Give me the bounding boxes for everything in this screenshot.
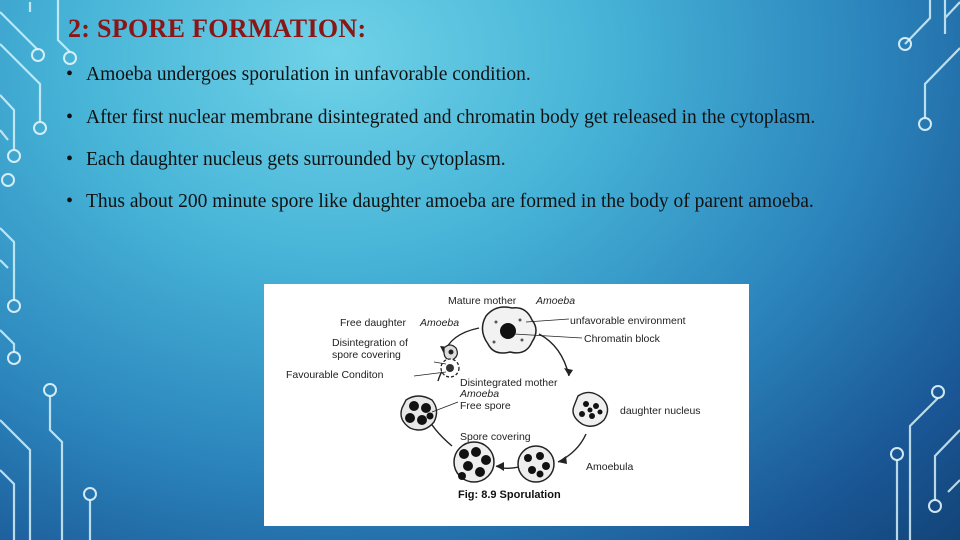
label-free-spore: Free spore: [460, 400, 511, 412]
label-chromatin: Chromatin block: [584, 333, 660, 345]
label-amoebula: Amoebula: [586, 461, 634, 473]
spore-covering-cyst: [454, 442, 494, 482]
bullet-list: [66, 60, 916, 216]
bullet-text: After first nuclear membrane disintegrated and chromatin body get released in the cytoplasm.: [86, 107, 816, 128]
sporulation-figure: [264, 284, 749, 526]
label-mature-mother: Mature mother: [448, 295, 517, 307]
bullet-marker: •: [66, 148, 74, 170]
label-mature-mother-italic: Amoeba: [536, 295, 576, 307]
label-disintegration-2: spore covering: [332, 349, 401, 361]
cycle-arrow: [539, 334, 569, 376]
label-daughter-nucleus: daughter nucleus: [620, 405, 701, 417]
figure-caption: Fig: 8.9 Sporulation: [458, 489, 561, 501]
arrow-head: [496, 462, 504, 471]
bullet-item: [66, 103, 916, 132]
sporulation-diagram: [264, 284, 749, 526]
arrow-head: [564, 368, 573, 376]
cycle-arrow: [558, 434, 586, 462]
label-disintegration-1: Disintegration of: [332, 337, 408, 349]
slide-title: 2: SPORE FORMATION:: [68, 14, 367, 43]
label-spore-covering: Spore covering: [460, 431, 531, 443]
bullet-text: Thus about 200 minute spore like daughter amoeba are formed in the body of parent amoeba.: [86, 191, 814, 212]
daughter-nucleus-stage: [573, 392, 608, 426]
amoebula-stage: [518, 446, 554, 482]
label-favourable: Favourable Conditon: [286, 369, 384, 381]
bullet-item: [66, 145, 916, 174]
bullet-item: [66, 60, 916, 89]
arrow-head: [558, 456, 567, 464]
bullet-text: Each daughter nucleus gets surrounded by cytoplasm.: [86, 149, 506, 170]
free-daughter-amoeba: [444, 345, 457, 360]
bullet-marker: •: [66, 106, 74, 128]
label-free-daughter-italic: Amoeba: [420, 317, 460, 329]
bullet-item: [66, 187, 916, 216]
mature-mother-amoeba: [482, 307, 536, 353]
label-unfavorable: unfavorable environment: [570, 315, 686, 327]
disintegrated-mother-amoeba: [401, 396, 437, 430]
bullet-text: Amoeba undergoes sporulation in unfavorable condition.: [86, 64, 531, 85]
bullet-marker: •: [66, 190, 74, 212]
label-free-daughter: Free daughter: [340, 317, 406, 329]
label-disintegrated-1: Disintegrated mother: [460, 377, 558, 389]
label-disintegrated-2: Amoeba: [460, 388, 500, 400]
disintegrating-cyst: [441, 359, 459, 377]
bullet-marker: •: [66, 63, 74, 85]
